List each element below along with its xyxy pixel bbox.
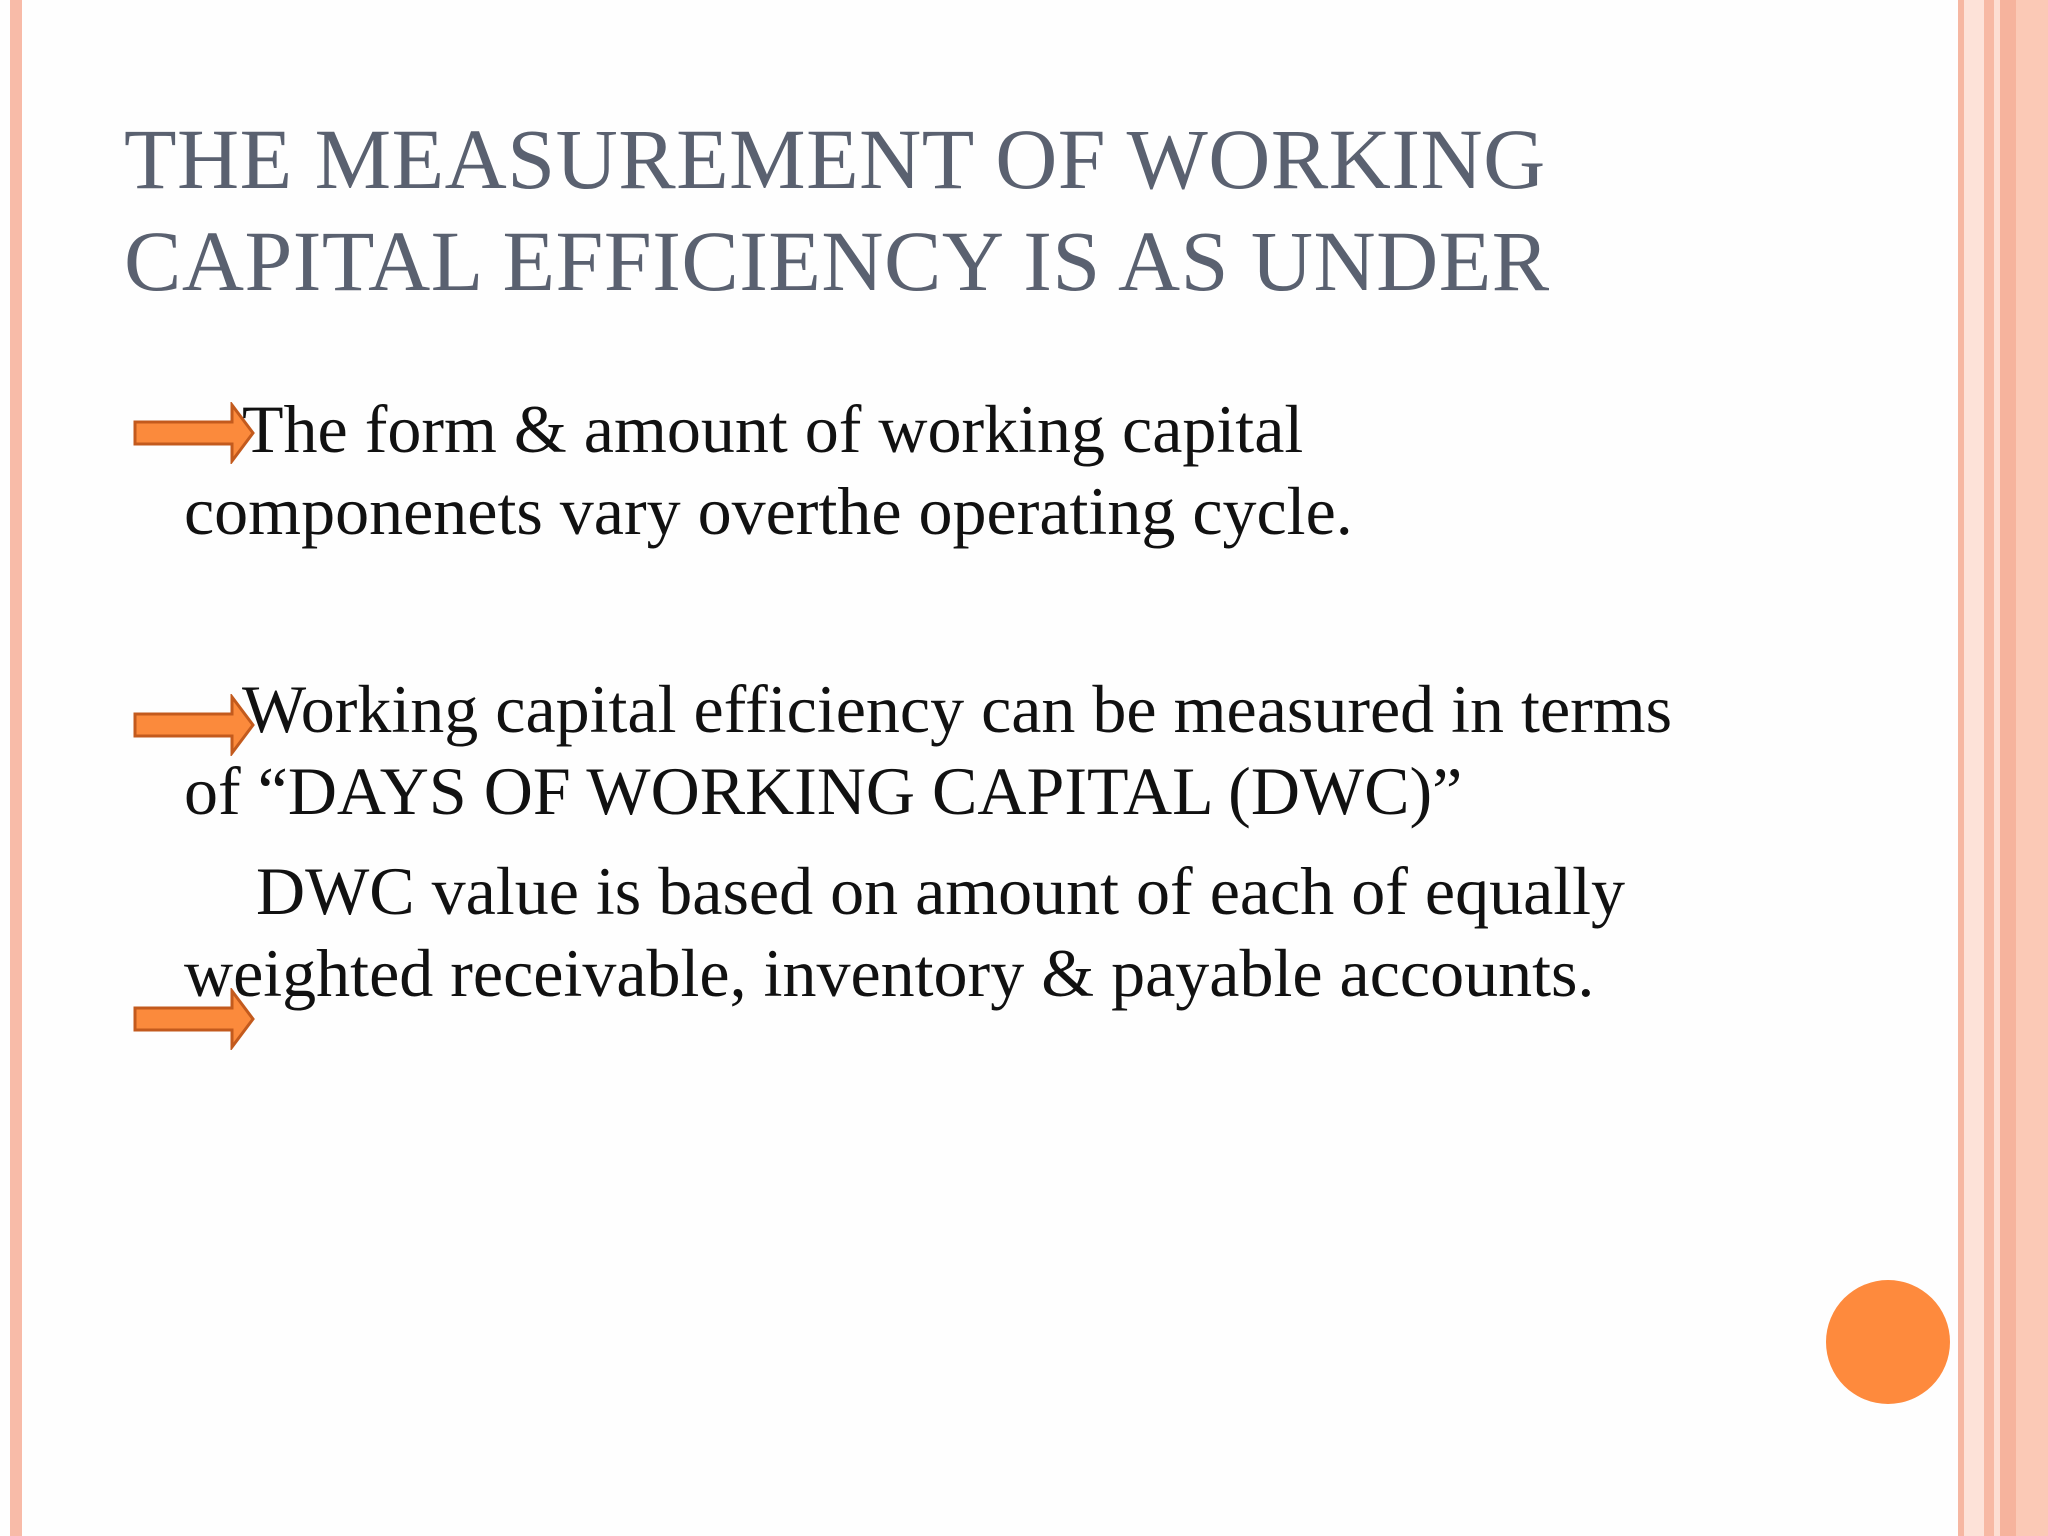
bullet-line: of “DAYS OF WORKING CAPITAL (DWC)” — [184, 753, 1463, 829]
bullet-line: DWC value is based on amount of each of equally — [256, 853, 1626, 929]
slide-title — [124, 108, 1804, 312]
right-border-decoration — [1984, 0, 1994, 1536]
bullet-item — [184, 668, 1914, 832]
bullet-line: The form & amount of working capital — [242, 391, 1304, 467]
right-border-decoration — [1964, 0, 1984, 1536]
bullet-line: weighted receivable, inventory & payable accounts. — [184, 935, 1595, 1011]
title-line-2: CAPITAL EFFICIENCY IS AS UNDER — [124, 213, 1550, 309]
right-border-decoration — [2000, 0, 2016, 1536]
orange-circle-decoration — [1826, 1280, 1950, 1404]
bullet-item — [184, 388, 1914, 552]
bullet-line: componenets vary overthe operating cycle. — [184, 473, 1353, 549]
right-border-decoration — [2016, 0, 2048, 1536]
bullet-line: Working capital efficiency can be measured in terms — [242, 671, 1673, 747]
title-line-1: THE MEASUREMENT OF WORKING — [124, 111, 1546, 207]
left-border-decoration — [10, 0, 22, 1536]
bullet-item — [184, 850, 1914, 1014]
